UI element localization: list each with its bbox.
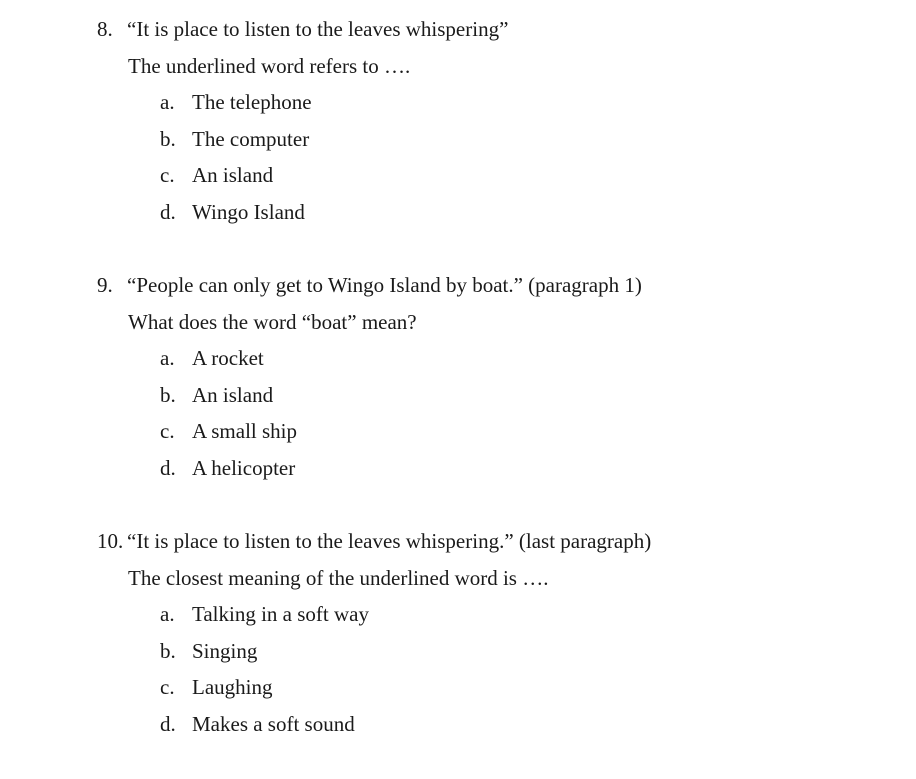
option-text: A small ship <box>192 419 298 443</box>
option-text: An island <box>192 163 274 187</box>
option-text: A rocket <box>192 346 264 370</box>
question-stem: “It is place to listen to the leaves whispering.” (last paragraph) <box>127 529 652 553</box>
question-prompt: The closest meaning of the underlined word is …. <box>128 566 549 590</box>
option-text: Singing <box>192 639 258 663</box>
option-letter: c. <box>160 163 175 187</box>
option-letter: b. <box>160 127 176 151</box>
option-letter: a. <box>160 346 175 370</box>
option-letter: d. <box>160 712 176 736</box>
option-text: Makes a soft sound <box>192 712 355 736</box>
option-text: The telephone <box>192 90 312 114</box>
question-number: 10. <box>97 529 124 553</box>
question-prompt: What does the word “boat” mean? <box>128 310 417 334</box>
question-number: 9. <box>97 273 113 297</box>
option-text: The computer <box>192 127 310 151</box>
question-number: 8. <box>97 17 113 41</box>
option-letter: b. <box>160 639 176 663</box>
question-stem: “It is place to listen to the leaves whispering” <box>127 17 509 41</box>
option-letter: a. <box>160 90 175 114</box>
option-letter: d. <box>160 456 176 480</box>
question-stem: “People can only get to Wingo Island by boat.” (paragraph 1) <box>127 273 642 297</box>
option-letter: c. <box>160 419 175 443</box>
option-letter: d. <box>160 200 176 224</box>
option-text: Talking in a soft way <box>192 602 369 626</box>
question-prompt: The underlined word refers to …. <box>128 54 411 78</box>
option-letter: a. <box>160 602 175 626</box>
option-text: Wingo Island <box>192 200 305 224</box>
option-letter: b. <box>160 383 176 407</box>
option-letter: c. <box>160 675 175 699</box>
option-text: Laughing <box>192 675 273 699</box>
option-text: A helicopter <box>192 456 296 480</box>
option-text: An island <box>192 383 274 407</box>
